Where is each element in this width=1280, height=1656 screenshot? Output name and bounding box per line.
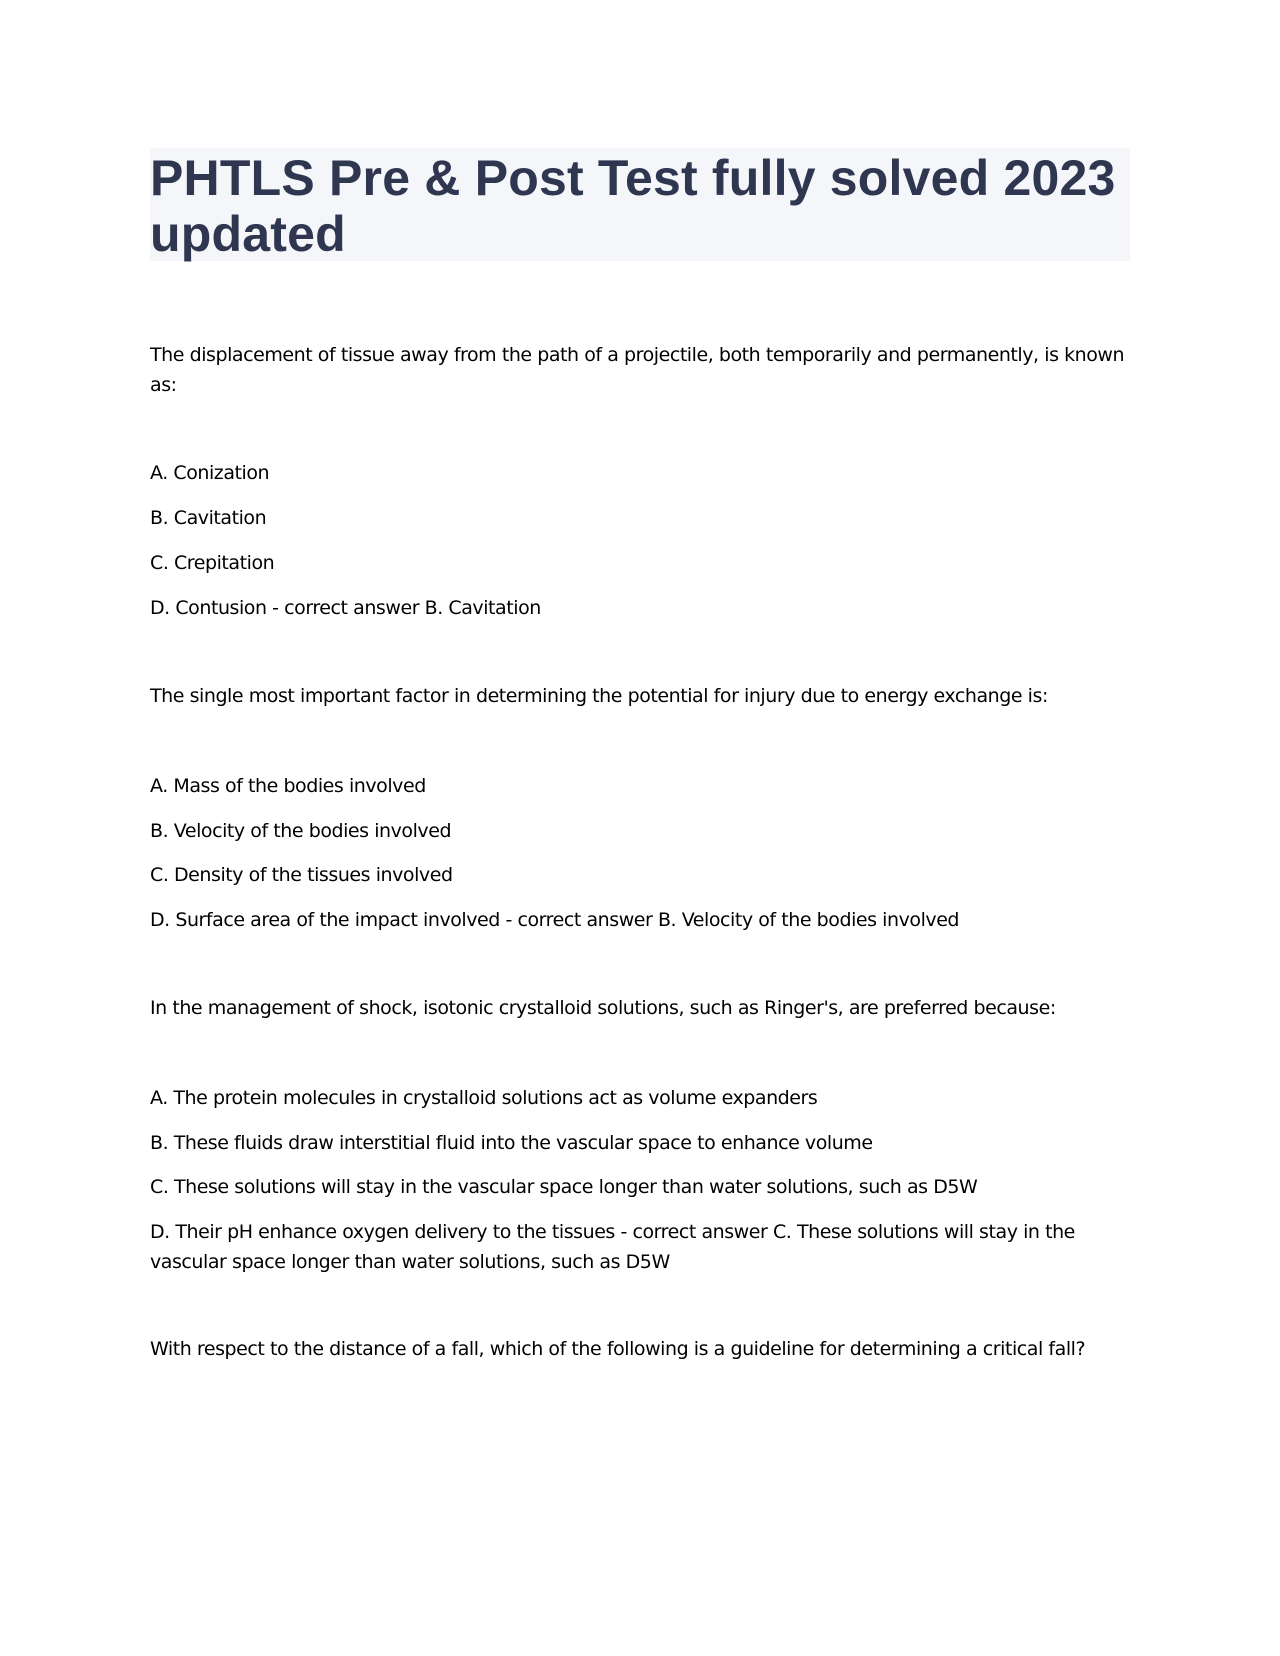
option-row [150, 1172, 1130, 1202]
question-text: The single most important factor in determining the potential for injury due to energy exchange is: [150, 685, 1048, 707]
option-row [150, 1217, 1130, 1277]
option-item: A. Mass of the bodies involved [150, 775, 426, 797]
document-page [150, 148, 1130, 1360]
question-text: The displacement of tissue away from the path of a projectile, both temporarily and permanently, is known as: [150, 344, 1125, 396]
question-block-4 [150, 1334, 1130, 1364]
question-text: With respect to the distance of a fall, which of the following is a guideline for determining a critical fall? [150, 1338, 1086, 1360]
option-item: C. Crepitation [150, 552, 275, 574]
option-row [150, 503, 1130, 533]
option-item: A. Conization [150, 462, 270, 484]
option-item: D. Contusion - correct answer B. Cavitation [150, 597, 541, 619]
option-row [150, 771, 1130, 801]
title-box [150, 148, 1130, 261]
option-item: B. Cavitation [150, 507, 267, 529]
option-row [150, 593, 1130, 623]
question-block-3 [150, 993, 1130, 1023]
option-item: B. These fluids draw interstitial fluid into the vascular space to enhance volume [150, 1132, 873, 1154]
option-list-1 [150, 458, 1130, 488]
option-item: C. These solutions will stay in the vascular space longer than water solutions, such as D5W [150, 1176, 978, 1198]
question-block-2 [150, 681, 1130, 711]
option-item: D. Their pH enhance oxygen delivery to the tissues - correct answer C. These solutions will stay in the vascular space longer than water solutions, such as D5W [150, 1221, 1075, 1273]
option-row [150, 860, 1130, 890]
question-block-1 [150, 340, 1130, 400]
option-row [150, 905, 1130, 935]
option-row [150, 1083, 1130, 1113]
option-row [150, 816, 1130, 846]
question-text: In the management of shock, isotonic crystalloid solutions, such as Ringer's, are preferred because: [150, 997, 1056, 1019]
page-title: PHTLS Pre & Post Test fully solved 2023 updated [150, 150, 1116, 262]
option-item: C. Density of the tissues involved [150, 864, 453, 886]
option-row [150, 1128, 1130, 1158]
option-item: B. Velocity of the bodies involved [150, 820, 452, 842]
option-item: D. Surface area of the impact involved - correct answer B. Velocity of the bodies involved [150, 909, 960, 931]
option-row [150, 548, 1130, 578]
option-item: A. The protein molecules in crystalloid solutions act as volume expanders [150, 1087, 818, 1109]
